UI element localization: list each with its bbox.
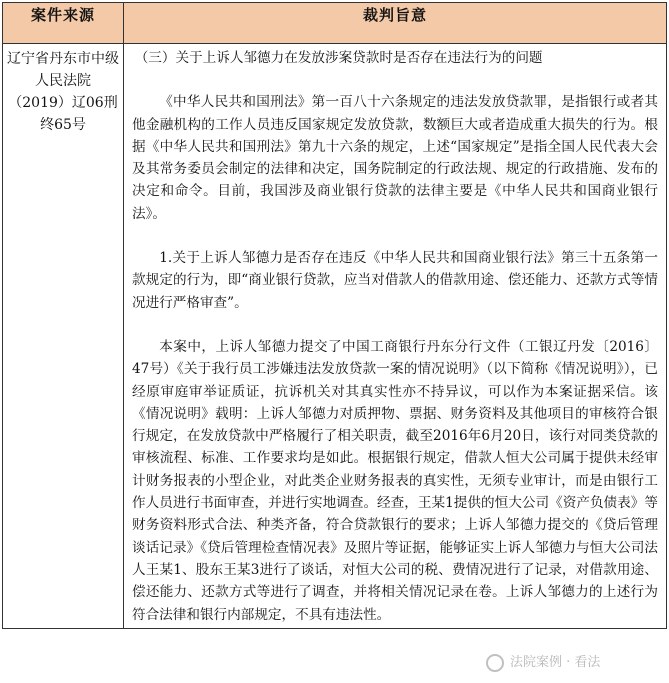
watermark-logo-icon <box>486 654 504 672</box>
header-case-source: 案件来源 <box>3 3 124 44</box>
ruling-gist-cell <box>124 44 667 629</box>
watermark-text: 法院案例 · 看法 <box>510 655 601 670</box>
paragraph-spacer <box>132 225 658 247</box>
header-ruling-gist: 裁判旨意 <box>124 3 667 44</box>
paragraph-spacer <box>132 314 658 336</box>
header-row <box>3 3 667 44</box>
watermark <box>486 651 600 672</box>
ruling-paragraph: 1.关于上诉人邹德力是否存在违反《中华人民共和国商业银行法》第三十五条第一款规定的行为，即“商业银行贷款，应当对借款人的借款用途、偿还能力、还款方式等情况进行严格审查”。 <box>132 250 658 311</box>
table-row <box>3 44 667 629</box>
case-table <box>2 2 667 629</box>
ruling-paragraph: 本案中，上诉人邹德力提交了中国工商银行丹东分行文件（工银辽丹发〔2016〕47号）《关于我行员工涉嫌违法发放贷款一案的情况说明》（以下简称《情况说明》），已经原审庭审举证质证，抗诉机关对其真实性亦不持异议，可以作为本案证据采信。该《情况说明》载明：上诉人邹德力对质押物、票据、财务资料及其他项目的审核符合银行规定，在发放贷款中严格履行了相关职责，截至2016年6月20日，该行对同类贷款的审核流程、标准、工作要求均是如此。根据银行规定，借款人恒大公司属于提供未经审计财务报表的小型企业，对此类企业财务报表的真实性，无须专业审计，而是由银行工作人员进行书面审查，并进行实地调查。经查，王某1提供的恒大公司《资产负债表》等财务资料形式合法、种类齐备，符合贷款银行的要求；上诉人邹德力提交的《贷后管理谈话记录》《贷后管理检查情况表》及照片等证据，能够证实上诉人邹德力与恒大公司法人王某1、股东王某3进行了谈话，对恒大公司的税、费情况进行了记录，对借款用途、偿还能力、还款方式等进行了调查，并将相关情况记录在卷。上诉人邹德力的上述行为符合法律和银行内部规定，不具有违法性。 <box>132 338 658 623</box>
paragraph-spacer <box>132 69 658 91</box>
case-source-cell: 辽宁省丹东市中级人民法院（2019）辽06刑终65号 <box>3 44 124 629</box>
ruling-section-heading: （三）关于上诉人邹德力在发放涉案贷款时是否存在违法行为的问题 <box>134 50 543 66</box>
ruling-paragraph: 《中华人民共和国刑法》第一百八十六条规定的违法发放贷款罪，是指银行或者其他金融机构的工作人员违反国家规定发放贷款，数额巨大或者造成重大损失的行为。根据《中华人民共和国刑法》第九十六条的规定，上述“国家规定”是指全国人民代表大会及其常务委员会制定的法律和决定，国务院制定的行政法规、规定的行政措施、发布的决定和命令。目前，我国涉及商业银行贷款的法律主要是《中华人民共和国商业银行法》。 <box>132 94 658 222</box>
